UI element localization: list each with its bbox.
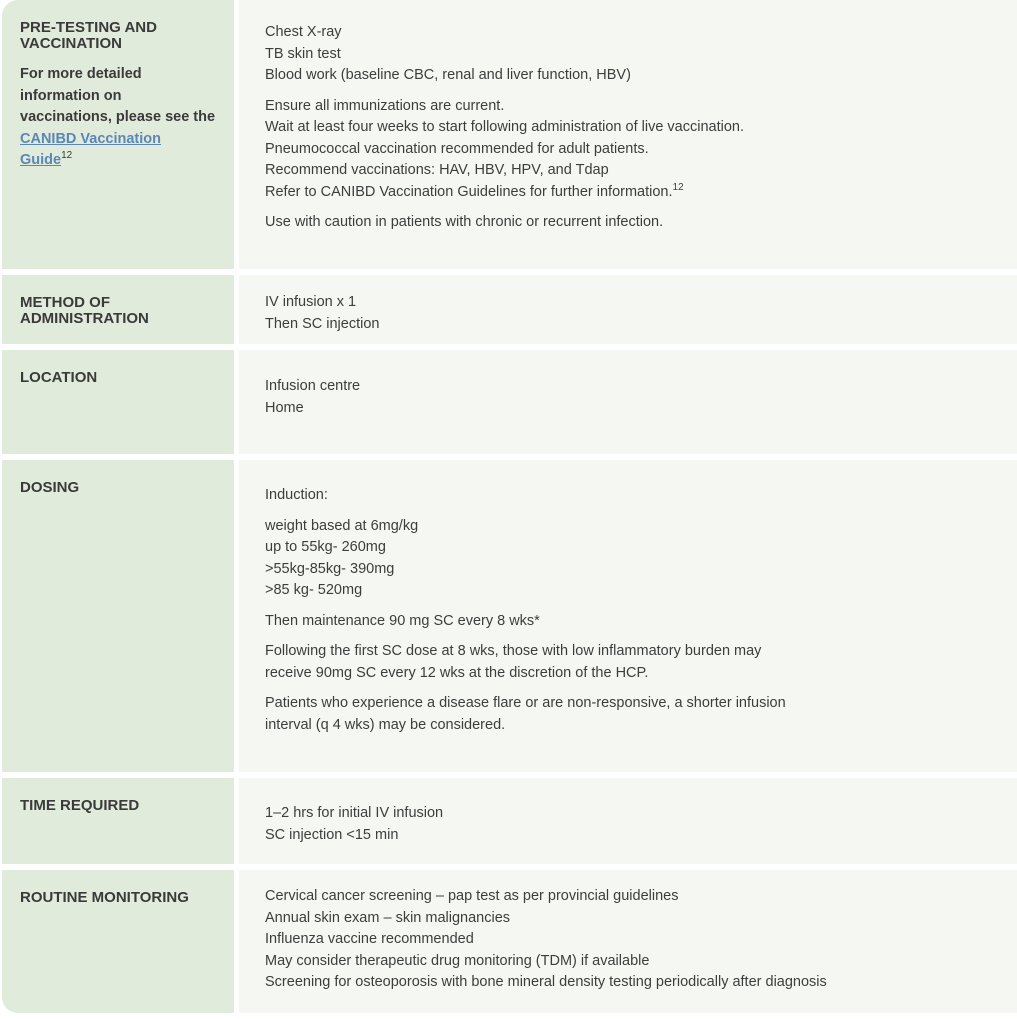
line: Patients who experience a disease flare or are non-responsive, a shorter infusion [265, 695, 786, 711]
line: Infusion centre [265, 378, 361, 394]
line: 1–2 hrs for initial IV infusion [265, 805, 444, 821]
label-cell [2, 778, 234, 864]
note-text: For more detailed information on vaccinations, please see the [20, 66, 216, 125]
content-cell [239, 460, 1017, 772]
line: >85 kg- 520mg [265, 582, 363, 598]
line: Annual skin exam – skin malignancies [265, 909, 511, 926]
label-cell [2, 350, 234, 454]
content-cell [239, 778, 1017, 864]
line: May consider therapeutic drug monitoring (TDM) if available [265, 952, 650, 969]
row-dosing [0, 460, 1017, 772]
line: Screening for osteoporosis with bone mineral density testing periodically after diagnosis [265, 974, 827, 990]
section-label: LOCATION [20, 369, 98, 386]
line: Influenza vaccine recommended [265, 931, 474, 947]
line: weight based at 6mg/kg [265, 517, 419, 534]
row-time-required [0, 778, 1017, 864]
line: Ensure all immunizations are current. [265, 97, 505, 114]
line: >55kg-85kg- 390mg [265, 560, 395, 577]
label-cell [2, 0, 234, 269]
canibd-vaccination-guide-link[interactable]: CANIBD Vaccination Guide [20, 130, 161, 168]
row-method-of-administration [0, 275, 1017, 344]
content-cell [239, 870, 1017, 1013]
section-label: TIME REQUIRED [20, 797, 140, 814]
section-label: DOSING [20, 479, 80, 496]
line: Then maintenance 90 mg SC every 8 wks* [265, 612, 540, 629]
paragraph [265, 212, 997, 234]
line: Following the first SC dose at 8 wks, those with low inflammatory burden may [265, 643, 762, 659]
paragraph [265, 376, 997, 419]
section-label: METHOD OF ADMINISTRATION [20, 294, 149, 327]
label-cell [2, 870, 234, 1013]
line: Induction: [265, 487, 328, 503]
line: receive 90mg SC every 12 wks at the discretion of the HCP. [265, 664, 649, 681]
line: Refer to CANIBD Vaccination Guidelines for further information. [265, 183, 673, 200]
paragraph [265, 886, 997, 994]
vaccination-guide-note [20, 64, 216, 172]
line: Then SC injection [265, 315, 380, 332]
paragraph [265, 803, 997, 846]
line: IV infusion x 1 [265, 294, 357, 310]
reference-superscript: 12 [61, 150, 73, 161]
paragraph [265, 485, 997, 507]
label-cell [2, 460, 234, 772]
label-cell [2, 275, 234, 344]
line: Recommend vaccinations: HAV, HBV, HPV, and Tdap [265, 162, 609, 178]
paragraph [265, 96, 997, 204]
paragraph [265, 611, 997, 633]
line: interval (q 4 wks) may be considered. [265, 716, 506, 733]
paragraph [265, 516, 997, 602]
line: Cervical cancer screening – pap test as per provincial guidelines [265, 888, 679, 904]
line: Chest X-ray [265, 24, 342, 40]
line: Blood work (baseline CBC, renal and liver function, HBV) [265, 67, 631, 83]
section-label: ROUTINE MONITORING [20, 889, 189, 906]
reference-superscript: 12 [672, 181, 684, 193]
paragraph [265, 22, 997, 87]
paragraph [265, 693, 997, 736]
line: up to 55kg- 260mg [265, 539, 386, 555]
paragraph [265, 641, 997, 684]
line: Wait at least four weeks to start following administration of live vaccination. [265, 119, 744, 135]
row-routine-monitoring [0, 870, 1017, 1013]
content-cell [239, 350, 1017, 454]
line-with-ref [265, 182, 997, 204]
line: TB skin test [265, 45, 341, 62]
line: SC injection <15 min [265, 826, 399, 843]
row-location [0, 350, 1017, 454]
line: Pneumococcal vaccination recommended for adult patients. [265, 140, 649, 157]
section-label: PRE-TESTING AND VACCINATION [20, 19, 157, 52]
paragraph [265, 292, 997, 335]
line: Home [265, 399, 304, 416]
content-cell [239, 0, 1017, 269]
line: Use with caution in patients with chronic or recurrent infection. [265, 214, 664, 230]
content-cell [239, 275, 1017, 344]
row-pre-testing-vaccination [0, 0, 1017, 269]
